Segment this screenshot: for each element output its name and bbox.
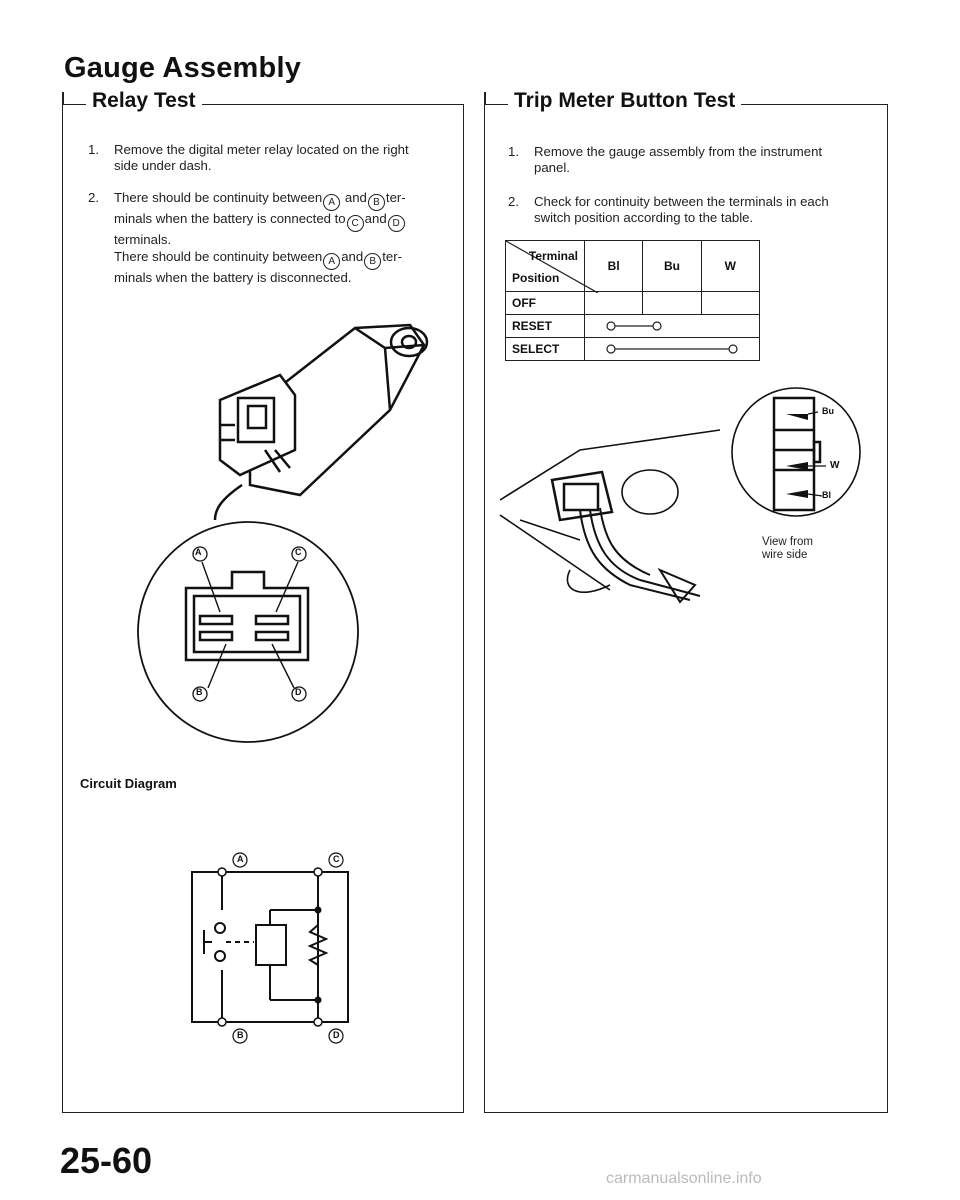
circuit-diagram bbox=[190, 850, 370, 1050]
continuity-table bbox=[505, 240, 760, 361]
trip-test-title: Trip Meter Button Test bbox=[508, 88, 741, 114]
table-row: OFF bbox=[506, 292, 760, 315]
table-row: RESET bbox=[506, 315, 760, 338]
circuit-label-a: A bbox=[237, 854, 244, 864]
table-corner-cell: Terminal Position bbox=[506, 241, 585, 292]
terminal-a-marker: A bbox=[323, 253, 340, 270]
table-header-bl: Bl bbox=[585, 241, 643, 292]
gauge-connector-illustration bbox=[490, 420, 740, 620]
terminal-c-marker: C bbox=[347, 215, 364, 232]
page-title: Gauge Assembly bbox=[64, 52, 302, 84]
terminal-b-marker: B bbox=[364, 253, 381, 270]
continuity-link-select bbox=[585, 338, 759, 360]
circuit-label-c: C bbox=[333, 854, 340, 864]
view-note: View from wire side bbox=[762, 536, 813, 561]
wire-label-w: W bbox=[830, 460, 840, 471]
terminal-d-marker: D bbox=[388, 215, 405, 232]
table-header-bu: Bu bbox=[643, 241, 701, 292]
circuit-diagram-label: Circuit Diagram bbox=[80, 776, 177, 791]
relay-test-title: Relay Test bbox=[86, 88, 202, 114]
circuit-label-b: B bbox=[237, 1030, 244, 1040]
wire-label-bu: Bu bbox=[822, 406, 834, 416]
detail-label-d: D bbox=[295, 687, 302, 697]
detail-label-b: B bbox=[196, 687, 203, 697]
circuit-label-d: D bbox=[333, 1030, 340, 1040]
watermark-text: carmanualsonline.info bbox=[606, 1170, 762, 1187]
detail-label-a: A bbox=[195, 547, 202, 557]
wire-label-bl: Bl bbox=[822, 490, 831, 500]
page-number: 25-60 bbox=[60, 1140, 153, 1181]
terminal-a-marker: A bbox=[323, 194, 340, 211]
table-header-w: W bbox=[701, 241, 759, 292]
continuity-link-reset bbox=[585, 315, 759, 337]
terminal-detail bbox=[716, 380, 876, 530]
table-row: SELECT bbox=[506, 338, 760, 361]
detail-label-c: C bbox=[295, 547, 302, 557]
terminal-b-marker: B bbox=[368, 194, 385, 211]
connector-detail bbox=[136, 510, 366, 750]
relay-illustration bbox=[180, 300, 440, 520]
